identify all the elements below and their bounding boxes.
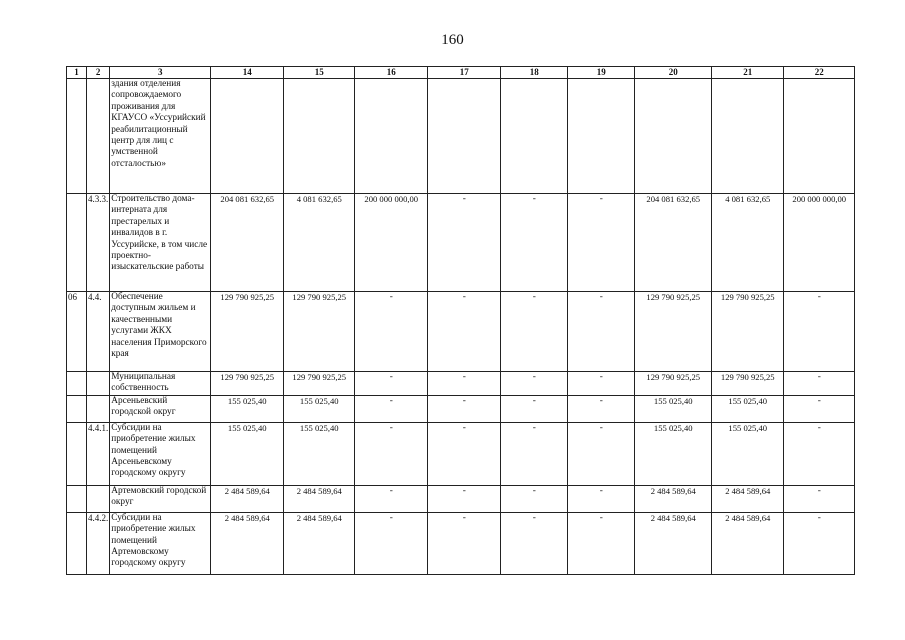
column-header: 22 xyxy=(784,67,855,79)
table-row xyxy=(67,292,855,372)
cell-name: Арсеньевский городской округ xyxy=(110,395,211,422)
cell-value: 129 790 925,25 xyxy=(284,292,355,372)
cell-value xyxy=(211,79,284,194)
table-row xyxy=(67,372,855,396)
table-row xyxy=(67,512,855,574)
cell-value: - xyxy=(355,422,428,485)
cell-value: - xyxy=(428,512,501,574)
cell-value: - xyxy=(501,512,568,574)
cell-value: - xyxy=(501,372,568,396)
cell-col-1 xyxy=(67,512,87,574)
cell-col-1: 06 xyxy=(67,292,87,372)
cell-value: - xyxy=(428,422,501,485)
cell-value: 155 025,40 xyxy=(211,422,284,485)
cell-value: - xyxy=(784,485,855,512)
cell-col-1 xyxy=(67,194,87,292)
table-row xyxy=(67,194,855,292)
cell-item-number: 4.4.2. xyxy=(87,512,110,574)
cell-value: 2 484 589,64 xyxy=(712,512,784,574)
cell-value: 2 484 589,64 xyxy=(211,485,284,512)
cell-value: 204 081 632,65 xyxy=(635,194,712,292)
cell-item-number: 4.4.1. xyxy=(87,422,110,485)
cell-value: - xyxy=(501,395,568,422)
cell-value: 2 484 589,64 xyxy=(635,512,712,574)
cell-value: 2 484 589,64 xyxy=(284,512,355,574)
cell-value: - xyxy=(784,422,855,485)
table-row xyxy=(67,485,855,512)
cell-item-number xyxy=(87,79,110,194)
cell-col-1 xyxy=(67,372,87,396)
cell-name: Строительство дома-интерната для престарелых и инвалидов в г. Уссурийске, в том числе проектно-изыскательские работы xyxy=(110,194,211,292)
cell-value: 2 484 589,64 xyxy=(211,512,284,574)
cell-value: - xyxy=(355,512,428,574)
cell-value xyxy=(784,79,855,194)
table-row xyxy=(67,422,855,485)
cell-item-number: 4.4. xyxy=(87,292,110,372)
column-header: 19 xyxy=(568,67,635,79)
cell-value: 129 790 925,25 xyxy=(211,292,284,372)
cell-value: - xyxy=(428,194,501,292)
cell-col-1 xyxy=(67,395,87,422)
cell-value: 129 790 925,25 xyxy=(211,372,284,396)
cell-value xyxy=(712,79,784,194)
cell-value: 129 790 925,25 xyxy=(284,372,355,396)
cell-value: - xyxy=(568,512,635,574)
cell-value: 2 484 589,64 xyxy=(712,485,784,512)
cell-name: здания отделения сопровождаемого проживания для КГАУСО «Уссурийский реабилитационный центр для лиц с умственной отсталостью» xyxy=(110,79,211,194)
cell-value: 2 484 589,64 xyxy=(284,485,355,512)
cell-item-number xyxy=(87,395,110,422)
table-row xyxy=(67,79,855,194)
cell-item-number: 4.3.3. xyxy=(87,194,110,292)
cell-value: - xyxy=(428,292,501,372)
cell-value: - xyxy=(784,395,855,422)
cell-value: 155 025,40 xyxy=(635,422,712,485)
table-body xyxy=(67,67,855,575)
cell-value: 4 081 632,65 xyxy=(284,194,355,292)
cell-value: 155 025,40 xyxy=(635,395,712,422)
cell-value: 129 790 925,25 xyxy=(635,372,712,396)
cell-value: 155 025,40 xyxy=(284,395,355,422)
cell-value: - xyxy=(568,372,635,396)
cell-name: Субсидии на приобретение жилых помещений Артемовскому городскому округу xyxy=(110,512,211,574)
table-header-row xyxy=(67,67,855,79)
cell-value: 155 025,40 xyxy=(211,395,284,422)
page-number: 160 xyxy=(441,32,464,48)
column-header: 3 xyxy=(110,67,211,79)
column-header: 21 xyxy=(712,67,784,79)
cell-value: 155 025,40 xyxy=(712,395,784,422)
cell-value xyxy=(501,79,568,194)
column-header: 17 xyxy=(428,67,501,79)
cell-value: - xyxy=(568,292,635,372)
cell-name: Обеспечение доступным жильем и качественными услугами ЖКХ населения Приморского края xyxy=(110,292,211,372)
cell-value: - xyxy=(568,485,635,512)
cell-item-number xyxy=(87,372,110,396)
cell-value: 200 000 000,00 xyxy=(784,194,855,292)
column-header: 15 xyxy=(284,67,355,79)
cell-value: - xyxy=(568,194,635,292)
column-header: 14 xyxy=(211,67,284,79)
cell-value: - xyxy=(568,422,635,485)
cell-value: - xyxy=(428,485,501,512)
cell-name: Субсидии на приобретение жилых помещений Арсеньевскому городскому округу xyxy=(110,422,211,485)
cell-value: 155 025,40 xyxy=(284,422,355,485)
cell-col-1 xyxy=(67,422,87,485)
cell-value: - xyxy=(355,485,428,512)
table-row xyxy=(67,395,855,422)
cell-col-1 xyxy=(67,79,87,194)
cell-value: - xyxy=(501,422,568,485)
cell-item-number xyxy=(87,485,110,512)
cell-value xyxy=(428,79,501,194)
cell-value: 129 790 925,25 xyxy=(635,292,712,372)
column-header: 18 xyxy=(501,67,568,79)
cell-value: - xyxy=(355,372,428,396)
cell-value: 2 484 589,64 xyxy=(635,485,712,512)
cell-value: - xyxy=(355,395,428,422)
cell-name: Муниципальная собственность xyxy=(110,372,211,396)
cell-value xyxy=(284,79,355,194)
column-header: 2 xyxy=(87,67,110,79)
cell-name: Артемовский городской округ xyxy=(110,485,211,512)
cell-value: - xyxy=(501,292,568,372)
cell-value: 155 025,40 xyxy=(712,422,784,485)
budget-table xyxy=(66,66,855,575)
cell-value: - xyxy=(784,372,855,396)
column-header: 1 xyxy=(67,67,87,79)
cell-value: 129 790 925,25 xyxy=(712,372,784,396)
cell-value: - xyxy=(501,194,568,292)
cell-value xyxy=(355,79,428,194)
cell-value: - xyxy=(568,395,635,422)
cell-value: - xyxy=(784,292,855,372)
column-header: 16 xyxy=(355,67,428,79)
cell-value: - xyxy=(428,372,501,396)
cell-value: - xyxy=(355,292,428,372)
cell-value: 200 000 000,00 xyxy=(355,194,428,292)
cell-value: - xyxy=(784,512,855,574)
cell-value: 129 790 925,25 xyxy=(712,292,784,372)
cell-col-1 xyxy=(67,485,87,512)
cell-value: - xyxy=(501,485,568,512)
cell-value xyxy=(568,79,635,194)
column-header: 20 xyxy=(635,67,712,79)
cell-value xyxy=(635,79,712,194)
cell-value: 204 081 632,65 xyxy=(211,194,284,292)
cell-value: 4 081 632,65 xyxy=(712,194,784,292)
cell-value: - xyxy=(428,395,501,422)
